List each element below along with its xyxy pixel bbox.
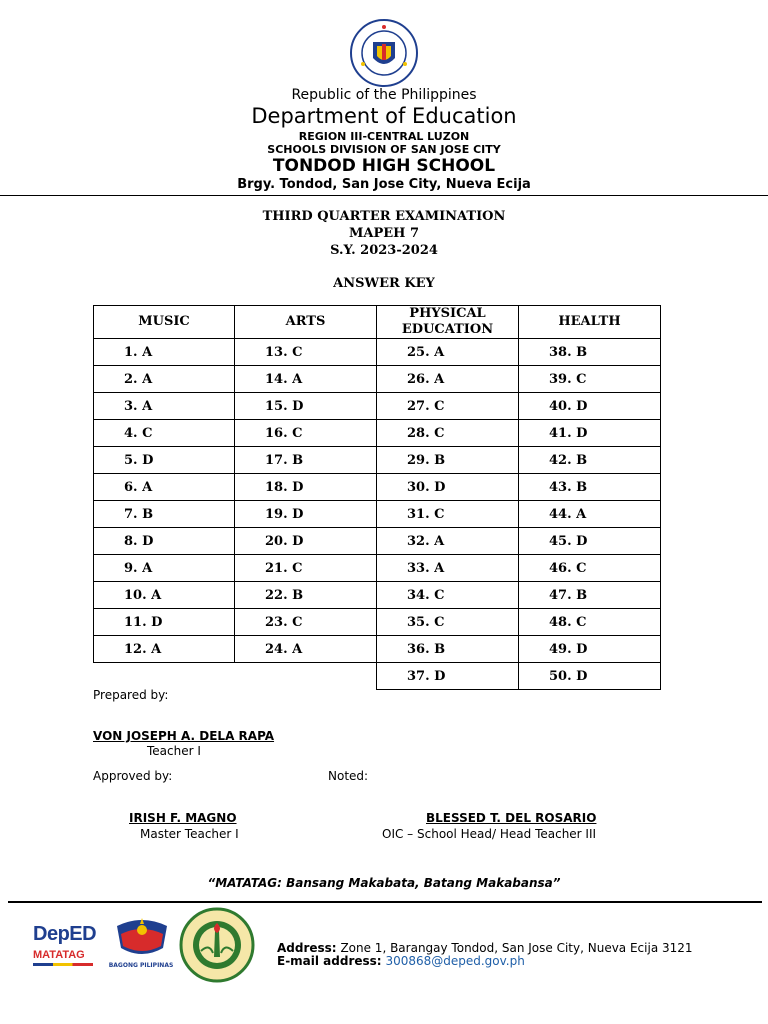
answer-text: 36. B bbox=[407, 641, 446, 657]
answer-text: 39. C bbox=[549, 371, 587, 387]
table-cell bbox=[235, 582, 377, 609]
exam-subject: MAPEH 7 bbox=[348, 226, 419, 241]
answer-text: 25. A bbox=[407, 344, 445, 360]
table-row bbox=[94, 339, 661, 366]
table-cell bbox=[94, 636, 235, 663]
table-cell bbox=[94, 474, 235, 501]
matatag-stripe bbox=[33, 963, 93, 966]
answer-text: 3. A bbox=[124, 398, 153, 414]
school-seal-logo bbox=[179, 907, 255, 983]
table-cell bbox=[377, 447, 519, 474]
answer-text: 41. D bbox=[549, 425, 588, 441]
answer-text: 5. D bbox=[124, 452, 154, 468]
table-cell-empty bbox=[94, 663, 235, 690]
answer-text: 2. A bbox=[124, 371, 153, 387]
footer-email-line bbox=[277, 954, 525, 968]
answer-text: 16. C bbox=[265, 425, 303, 441]
division-label: SCHOOLS DIVISION OF SAN JOSE CITY bbox=[267, 143, 501, 156]
header-divider bbox=[0, 195, 768, 196]
answer-text: 11. D bbox=[124, 614, 163, 630]
answer-text: 4. C bbox=[124, 425, 153, 441]
email-label: E-mail address: bbox=[277, 954, 382, 968]
answer-text: 38. B bbox=[549, 344, 588, 360]
column-header-arts: ARTS bbox=[235, 306, 377, 339]
table-row bbox=[94, 501, 661, 528]
table-cell bbox=[235, 528, 377, 555]
answer-text: 40. D bbox=[549, 398, 588, 414]
answer-text: 46. C bbox=[549, 560, 587, 576]
table-cell bbox=[377, 339, 519, 366]
table-cell bbox=[519, 501, 661, 528]
table-cell bbox=[235, 501, 377, 528]
answer-text: 13. C bbox=[265, 344, 303, 360]
table-row bbox=[94, 555, 661, 582]
answer-key-label: ANSWER KEY bbox=[333, 276, 435, 291]
table-cell bbox=[94, 447, 235, 474]
school-year: S.Y. 2023-2024 bbox=[330, 243, 438, 258]
table-cell bbox=[235, 393, 377, 420]
answer-text: 45. D bbox=[549, 533, 588, 549]
column-header-health: HEALTH bbox=[519, 306, 661, 339]
answer-text: 21. C bbox=[265, 560, 303, 576]
table-cell bbox=[519, 663, 661, 690]
email-link[interactable]: 300868@deped.gov.ph bbox=[385, 954, 525, 968]
footer-address-line bbox=[277, 941, 693, 955]
table-row bbox=[94, 474, 661, 501]
table-row bbox=[94, 582, 661, 609]
table-cell bbox=[235, 420, 377, 447]
region-label: REGION III-CENTRAL LUZON bbox=[298, 130, 470, 143]
preparer-title: Teacher I bbox=[147, 744, 201, 758]
school-address: Brgy. Tondod, San Jose City, Nueva Ecija bbox=[237, 177, 531, 192]
table-row bbox=[94, 528, 661, 555]
table-cell bbox=[94, 339, 235, 366]
table-cell bbox=[377, 636, 519, 663]
table-row bbox=[94, 609, 661, 636]
column-header-music: MUSIC bbox=[94, 306, 235, 339]
table-cell bbox=[519, 636, 661, 663]
table-cell bbox=[94, 528, 235, 555]
answer-text: 43. B bbox=[549, 479, 588, 495]
table-cell bbox=[377, 609, 519, 636]
table-cell bbox=[519, 447, 661, 474]
answer-text: 15. D bbox=[265, 398, 304, 414]
answer-text: 30. D bbox=[407, 479, 446, 495]
table-cell bbox=[94, 582, 235, 609]
table-cell bbox=[377, 366, 519, 393]
table-row bbox=[94, 393, 661, 420]
table-cell bbox=[377, 582, 519, 609]
table-cell bbox=[94, 366, 235, 393]
matatag-text: MATATAG bbox=[33, 949, 85, 961]
answer-text: 24. A bbox=[265, 641, 303, 657]
table-cell bbox=[235, 339, 377, 366]
table-cell bbox=[94, 501, 235, 528]
table-header-row bbox=[94, 306, 661, 339]
table-cell bbox=[519, 555, 661, 582]
department-title: Department of Education bbox=[251, 104, 517, 128]
table-cell bbox=[377, 555, 519, 582]
address-value: Zone 1, Barangay Tondod, San Jose City, Nueva Ecija 3121 bbox=[340, 941, 693, 955]
noted-label: Noted: bbox=[328, 769, 369, 783]
table-cell bbox=[519, 366, 661, 393]
answer-text: 48. C bbox=[549, 614, 587, 630]
footer-divider bbox=[8, 901, 762, 903]
answer-text: 7. B bbox=[124, 506, 154, 522]
answer-text: 27. C bbox=[407, 398, 445, 414]
answer-text: 10. A bbox=[124, 587, 162, 603]
deped-matatag-logo bbox=[33, 922, 101, 970]
approver-title: Master Teacher I bbox=[140, 827, 239, 841]
table-cell bbox=[235, 609, 377, 636]
table-row bbox=[94, 447, 661, 474]
republic-label: Republic of the Philippines bbox=[291, 87, 477, 103]
answer-text: 26. A bbox=[407, 371, 445, 387]
table-cell bbox=[519, 393, 661, 420]
motto: “MATATAG: Bansang Makabata, Batang Makabansa” bbox=[207, 876, 561, 890]
bagong-pilipinas-logo bbox=[111, 912, 173, 962]
table-cell bbox=[377, 501, 519, 528]
table-row bbox=[94, 420, 661, 447]
table-row bbox=[94, 663, 661, 690]
answer-text: 8. D bbox=[124, 533, 154, 549]
deped-logo-text: DepED bbox=[33, 923, 97, 945]
answer-text: 12. A bbox=[124, 641, 162, 657]
table-cell bbox=[94, 555, 235, 582]
prepared-by-label: Prepared by: bbox=[93, 688, 169, 702]
table-row bbox=[94, 366, 661, 393]
noter-title: OIC – School Head/ Head Teacher III bbox=[382, 827, 597, 841]
answer-text: 19. D bbox=[265, 506, 304, 522]
preparer-name: VON JOSEPH A. DELA RAPA bbox=[93, 729, 275, 743]
table-cell bbox=[94, 609, 235, 636]
answer-text: 31. C bbox=[407, 506, 445, 522]
table-cell bbox=[377, 663, 519, 690]
table-cell bbox=[94, 420, 235, 447]
school-name: TONDOD HIGH SCHOOL bbox=[272, 156, 496, 176]
table-cell bbox=[519, 609, 661, 636]
answer-text: 1. A bbox=[124, 344, 153, 360]
answer-text: 33. A bbox=[407, 560, 445, 576]
table-cell bbox=[235, 447, 377, 474]
approved-by-label: Approved by: bbox=[93, 769, 173, 783]
answer-text: 44. A bbox=[549, 506, 587, 522]
answer-text: 23. C bbox=[265, 614, 303, 630]
table-cell bbox=[519, 420, 661, 447]
answer-text: 35. C bbox=[407, 614, 445, 630]
answer-text: 29. B bbox=[407, 452, 446, 468]
answer-key-table bbox=[93, 305, 661, 690]
answer-text: 18. D bbox=[265, 479, 304, 495]
answer-text: 34. C bbox=[407, 587, 445, 603]
address-label: Address: bbox=[277, 941, 337, 955]
table-cell bbox=[235, 636, 377, 663]
answer-text: 6. A bbox=[124, 479, 153, 495]
answer-text: 17. B bbox=[265, 452, 304, 468]
answer-text: 42. B bbox=[549, 452, 588, 468]
table-cell bbox=[377, 393, 519, 420]
answer-text: 32. A bbox=[407, 533, 445, 549]
table-cell-empty bbox=[235, 663, 377, 690]
bagong-pilipinas-text: BAGONG PILIPINAS bbox=[108, 962, 174, 969]
table-cell bbox=[235, 474, 377, 501]
answer-text: 22. B bbox=[265, 587, 304, 603]
table-cell bbox=[377, 420, 519, 447]
approver-name: IRISH F. MAGNO bbox=[129, 811, 237, 825]
deped-seal-logo bbox=[349, 18, 419, 88]
table-cell bbox=[235, 555, 377, 582]
answer-text: 47. B bbox=[549, 587, 588, 603]
table-cell bbox=[377, 474, 519, 501]
table-cell bbox=[519, 528, 661, 555]
table-row bbox=[94, 636, 661, 663]
answer-text: 37. D bbox=[407, 668, 446, 684]
column-header-pe: PHYSICAL EDUCATION bbox=[377, 306, 519, 339]
table-cell bbox=[519, 339, 661, 366]
answer-text: 50. D bbox=[549, 668, 588, 684]
answer-text: 49. D bbox=[549, 641, 588, 657]
answer-text: 14. A bbox=[265, 371, 303, 387]
table-cell bbox=[377, 528, 519, 555]
exam-title: THIRD QUARTER EXAMINATION bbox=[262, 209, 506, 224]
answer-text: 28. C bbox=[407, 425, 445, 441]
table-cell bbox=[94, 393, 235, 420]
table-cell bbox=[519, 582, 661, 609]
noter-name: BLESSED T. DEL ROSARIO bbox=[426, 811, 597, 825]
table-cell bbox=[519, 474, 661, 501]
answer-text: 9. A bbox=[124, 560, 153, 576]
table-cell bbox=[235, 366, 377, 393]
answer-text: 20. D bbox=[265, 533, 304, 549]
